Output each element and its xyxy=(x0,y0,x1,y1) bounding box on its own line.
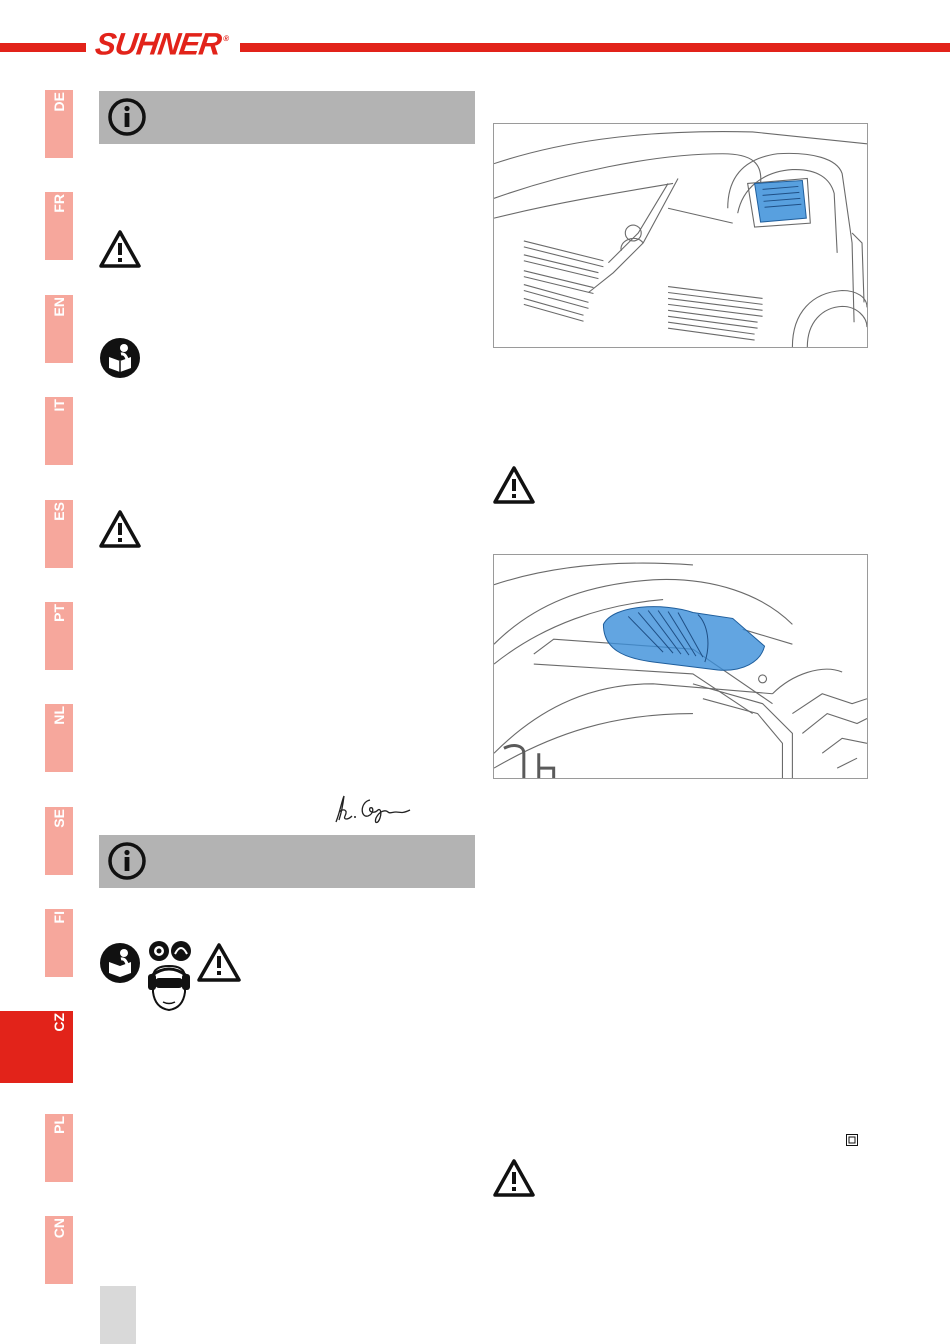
read-manual-icon xyxy=(99,337,141,379)
language-tab-cz[interactable] xyxy=(0,1011,73,1083)
eye-protection-icon xyxy=(149,941,169,961)
info-icon xyxy=(107,841,147,881)
language-tab-label: NL xyxy=(51,706,67,725)
switch-illustration-top xyxy=(493,123,868,348)
language-tab-pl[interactable] xyxy=(45,1114,73,1182)
language-tab-label: FI xyxy=(51,911,67,924)
language-tab-se[interactable] xyxy=(45,807,73,875)
info-section-header xyxy=(99,835,475,888)
warning-triangle-icon xyxy=(199,945,239,980)
language-tab-it[interactable] xyxy=(45,397,73,465)
warning-triangle-icon xyxy=(98,509,142,549)
info-icon xyxy=(107,97,147,137)
language-tab-nl[interactable] xyxy=(45,704,73,772)
language-tab-label: EN xyxy=(51,297,67,317)
language-tab-label: CZ xyxy=(51,1013,67,1032)
language-tab-en[interactable] xyxy=(45,295,73,363)
language-tab-label: SE xyxy=(51,809,67,828)
language-tab-label: FR xyxy=(51,194,67,213)
header-red-line-right xyxy=(240,43,950,52)
language-tab-fr[interactable] xyxy=(45,192,73,260)
language-tab-cn[interactable] xyxy=(45,1216,73,1284)
language-tab-label: PL xyxy=(51,1116,67,1134)
ppe-icons-group xyxy=(99,940,244,1012)
face-with-goggles-icon xyxy=(148,966,190,1010)
language-tab-label: IT xyxy=(51,399,67,412)
page-number-box xyxy=(100,1286,136,1344)
language-tab-es[interactable] xyxy=(45,500,73,568)
language-tab-de[interactable] xyxy=(45,90,73,158)
info-section-header xyxy=(99,91,475,144)
suhner-logo: SUHNER® xyxy=(93,26,229,62)
language-tab-fi[interactable] xyxy=(45,909,73,977)
language-tab-pt[interactable] xyxy=(45,602,73,670)
language-tab-label: CN xyxy=(51,1218,67,1239)
switch-illustration-bottom xyxy=(493,554,868,779)
ear-protection-icon xyxy=(171,941,191,961)
switch-button-highlight xyxy=(603,607,764,671)
language-tab-label: PT xyxy=(51,604,67,622)
warning-triangle-icon xyxy=(492,1158,536,1198)
read-manual-icon xyxy=(100,943,140,983)
square-symbol-icon xyxy=(846,1134,858,1146)
switch-slider-highlight xyxy=(755,180,807,222)
language-tab-label: ES xyxy=(51,502,67,521)
warning-triangle-icon xyxy=(492,465,536,505)
language-tab-label: DE xyxy=(51,92,67,112)
warning-triangle-icon xyxy=(98,229,142,269)
header-red-line-left xyxy=(0,43,86,52)
signature-image xyxy=(330,790,414,828)
